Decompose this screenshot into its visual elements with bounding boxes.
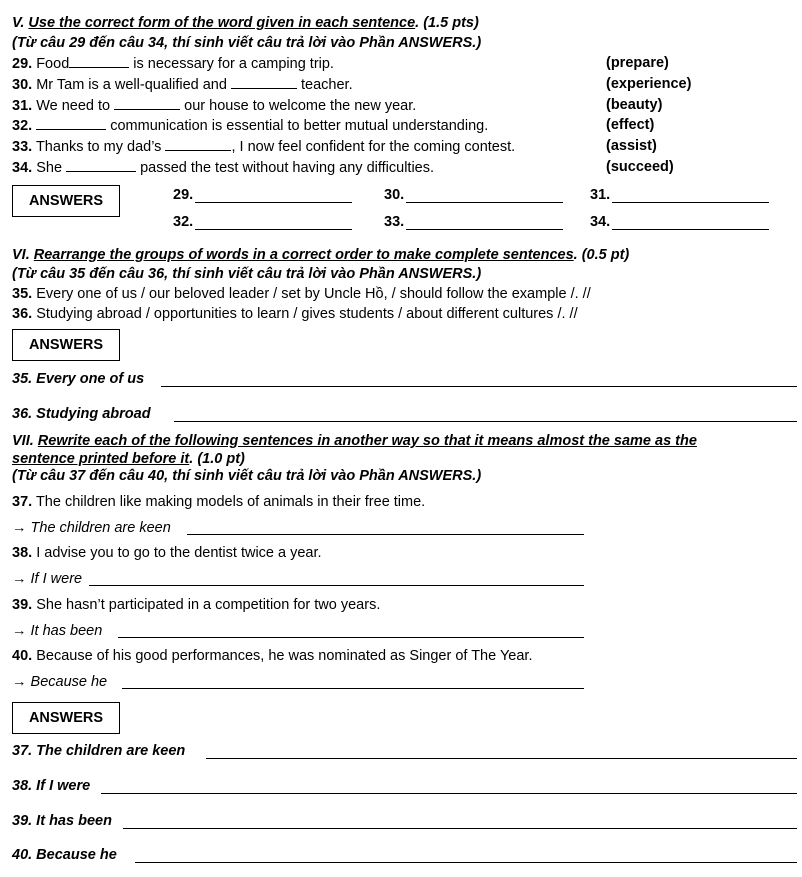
question-31 <box>12 97 416 114</box>
rewrite-prompt-38: → If I were <box>12 571 83 587</box>
question-text-after: communication is essential to better mutual understanding. <box>110 118 489 134</box>
rewrite-prompt-39: → It has been <box>12 623 103 639</box>
section-number: VI. <box>12 247 30 263</box>
question-text-before: We need to <box>36 98 111 114</box>
question-number: 30. <box>12 77 33 93</box>
answer-line-38[interactable] <box>101 793 797 794</box>
answer-line-34[interactable] <box>612 229 769 230</box>
question-text: Studying abroad / opportunities to learn / gives students / about different cultures /. // <box>36 306 578 322</box>
word-hint-34: (succeed) <box>606 159 674 175</box>
question-36 <box>12 306 578 322</box>
section-vii-heading-cont <box>12 451 245 467</box>
question-text: I advise you to go to the dentist twice a year. <box>36 545 322 561</box>
question-text-after: is necessary for a camping trip. <box>133 56 334 72</box>
question-38 <box>12 545 322 561</box>
question-number: 39. <box>12 597 33 613</box>
word-hint-29: (prepare) <box>606 55 669 71</box>
question-32 <box>12 117 488 134</box>
question-number: 35. <box>12 286 33 302</box>
section-v-instruction: (Từ câu 29 đến câu 34, thí sinh viết câu trả lời vào Phần ANSWERS.) <box>12 35 482 51</box>
question-number: 38. <box>12 545 33 561</box>
answer-line-30[interactable] <box>406 202 563 203</box>
answer-line-31[interactable] <box>612 202 769 203</box>
rewrite-line-40[interactable] <box>122 688 584 689</box>
question-34 <box>12 159 434 176</box>
question-35 <box>12 286 591 302</box>
answer-label-34: 34. <box>590 214 611 230</box>
answer-label-30: 30. <box>384 187 405 203</box>
question-text: She hasn’t participated in a competition for two years. <box>36 597 381 613</box>
question-number: 33. <box>12 139 33 155</box>
answer-label-29: 29. <box>173 187 194 203</box>
section-title-line2: sentence printed before it <box>12 451 190 467</box>
word-hint-31: (beauty) <box>606 97 663 113</box>
rewrite-line-37[interactable] <box>187 534 584 535</box>
answer-line-29[interactable] <box>195 202 352 203</box>
answer-line-35[interactable] <box>161 386 797 387</box>
answer-prompt-39: 39. It has been <box>12 813 112 829</box>
answer-label-32: 32. <box>173 214 194 230</box>
answer-prompt-36: 36. Studying abroad <box>12 406 151 422</box>
question-text-after: teacher. <box>301 77 353 93</box>
answer-line-40[interactable] <box>135 862 797 863</box>
answer-blank <box>231 76 297 89</box>
question-text-after: our house to welcome the new year. <box>184 98 417 114</box>
question-text-before: Thanks to my dad’s <box>35 139 162 155</box>
question-30 <box>12 76 353 93</box>
section-vii-heading <box>12 433 697 449</box>
section-vi-instruction: (Từ câu 35 đến câu 36, thí sinh viết câu trả lời vào Phần ANSWERS.) <box>12 266 482 282</box>
question-number: 36. <box>12 306 33 322</box>
question-39 <box>12 597 380 613</box>
section-points: . (1.5 pts) <box>415 15 479 31</box>
question-number: 40. <box>12 648 33 664</box>
section-number: V. <box>12 15 25 31</box>
answers-box-v: ANSWERS <box>12 185 120 217</box>
rewrite-prompt-40: → Because he <box>12 674 108 690</box>
answer-prompt-37: 37. The children are keen <box>12 743 186 759</box>
question-number: 37. <box>12 494 33 510</box>
answer-line-39[interactable] <box>123 828 797 829</box>
question-text-before: Mr Tam is a well-qualified and <box>36 77 227 93</box>
question-40 <box>12 648 532 664</box>
section-title: Rearrange the groups of words in a correct order to make complete sentences <box>33 247 574 263</box>
answer-prompt-35: 35. Every one of us <box>12 371 145 387</box>
section-title: Use the correct form of the word given in each sentence <box>28 15 416 31</box>
answer-label-33: 33. <box>384 214 405 230</box>
question-text: Because of his good performances, he was nominated as Singer of The Year. <box>36 648 533 664</box>
answer-label-31: 31. <box>590 187 611 203</box>
answer-blank <box>69 55 129 68</box>
answer-blank <box>36 117 106 130</box>
section-points: . (0.5 pt) <box>573 247 630 263</box>
answer-line-32[interactable] <box>195 229 352 230</box>
answers-box-vi: ANSWERS <box>12 329 120 361</box>
question-text-before: Food <box>36 56 70 72</box>
rewrite-prompt-37: → The children are keen <box>12 520 171 536</box>
question-29 <box>12 55 334 72</box>
question-37 <box>12 494 425 510</box>
answer-blank <box>114 97 180 110</box>
answer-prompt-38: 38. If I were <box>12 778 91 794</box>
question-number: 32. <box>12 118 33 134</box>
section-vi-heading <box>12 247 629 263</box>
section-points: . (1.0 pt) <box>189 451 245 467</box>
answer-line-33[interactable] <box>406 229 563 230</box>
rewrite-line-38[interactable] <box>89 585 584 586</box>
rewrite-line-39[interactable] <box>118 637 584 638</box>
answer-prompt-40: 40. Because he <box>12 847 117 863</box>
question-text-before: She <box>36 160 63 176</box>
word-hint-32: (effect) <box>606 117 655 133</box>
section-v-heading <box>12 15 479 31</box>
question-33 <box>12 138 515 155</box>
question-number: 31. <box>12 98 33 114</box>
question-number: 29. <box>12 56 33 72</box>
section-number: VII. <box>12 433 34 449</box>
question-text-after: , I now feel confident for the coming contest. <box>231 139 516 155</box>
question-number: 34. <box>12 160 33 176</box>
question-text-after: passed the test without having any difficulties. <box>140 160 435 176</box>
question-text: The children like making models of animals in their free time. <box>35 494 426 510</box>
answer-line-36[interactable] <box>174 421 797 422</box>
word-hint-30: (experience) <box>606 76 692 92</box>
answer-line-37[interactable] <box>206 758 797 759</box>
section-vii-instruction: (Từ câu 37 đến câu 40, thí sinh viết câu trả lời vào Phần ANSWERS.) <box>12 468 482 484</box>
section-title-line1: Rewrite each of the following sentences in another way so that it means almost the same as the <box>37 433 697 449</box>
word-hint-33: (assist) <box>606 138 657 154</box>
answer-blank <box>66 159 136 172</box>
question-text: Every one of us / our beloved leader / set by Uncle Hồ, / should follow the example /. // <box>36 286 591 302</box>
answers-box-vii: ANSWERS <box>12 702 120 734</box>
answer-blank <box>165 138 231 151</box>
